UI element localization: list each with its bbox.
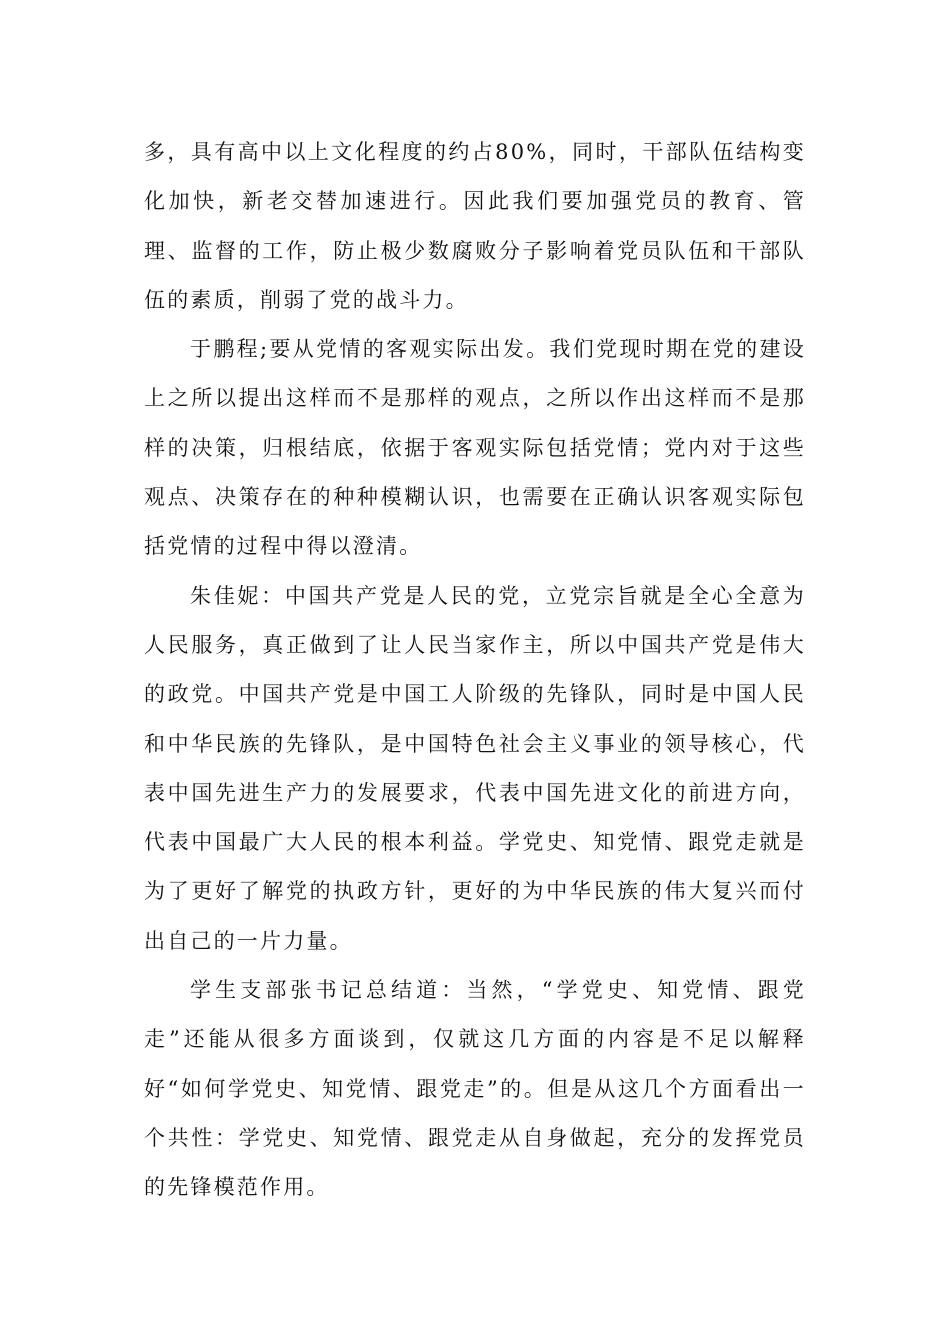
paragraph-zhu-jiani: 朱佳妮：中国共产党是人民的党，立党宗旨就是全心全意为人民服务，真正做到了让人民当家作主，所以中国共产党是伟大的政党。中国共产党是中国工人阶级的先锋队，同时是中国人民和中华民族的先锋队，是中国特色社会主义事业的领导核心，代表中国先进生产力的发展要求，代表中国先进文化的前进方向，代表中国最广大人民的根本利益。学党史、知党情、跟党走就是为了更好了解党的执政方针，更好的为中华民族的伟大复兴而付出自己的一片力量。 xyxy=(144,583,806,953)
paragraph-continuation: 多，具有高中以上文化程度的约占80%，同时，干部队伍结构变化加快，新老交替加速进行。因此我们要加强党员的教育、管理、监督的工作，防止极少数腐败分子影响着党员队伍和干部队伍的素质，削弱了党的战斗力。 xyxy=(144,140,806,312)
paragraph-secretary-summary: 学生支部张书记总结道：当然，“学党史、知党情、跟党走”还能从很多方面谈到，仅就这几方面的内容是不足以解释好“如何学党史、知党情、跟党走”的。但是从这几个方面看出一个共性：学党史、知党情、跟党走从自身做起，充分的发挥党员的先锋模范作用。 xyxy=(144,978,806,1200)
document-body xyxy=(144,128,806,1213)
paragraph-yu-pengcheng: 于鹏程;要从党情的客观实际出发。我们党现时期在党的建设上之所以提出这样而不是那样的观点，之所以作出这样而不是那样的决策，归根结底，依据于客观实际包括党情；党内对于这些观点、决策存在的种种模糊认识，也需要在正确认识客观实际包括党情的过程中得以澄清。 xyxy=(144,337,806,559)
